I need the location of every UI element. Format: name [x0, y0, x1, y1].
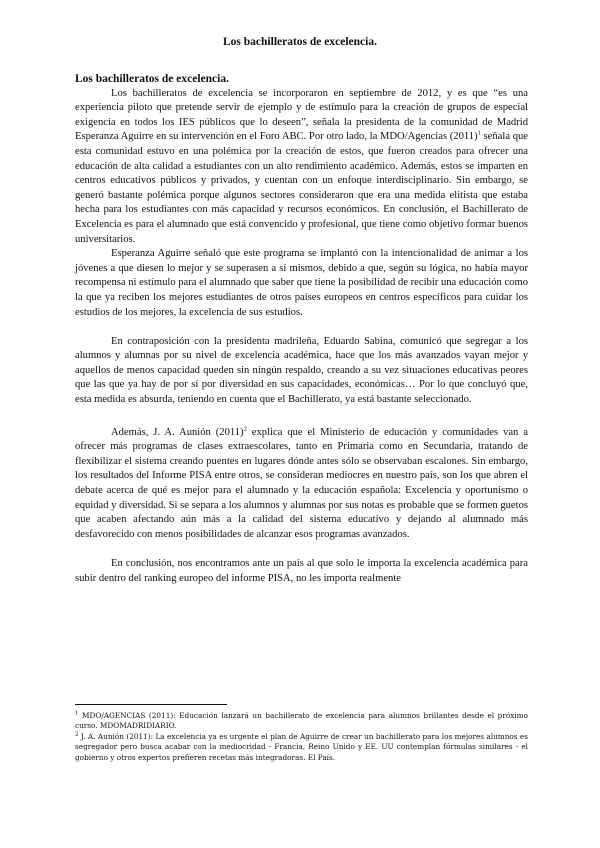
footnote-mark-1: 1	[75, 710, 79, 717]
footnote-mark-2: 2	[75, 731, 79, 738]
paragraph-spacer	[75, 542, 528, 557]
paragraph-3: En contraposición con la presidenta madrileña, Eduardo Sabina, comunicó que segregar a los alumnos y alumnas por su nivel de excelencia académica, hace que los más avanzados vayan mejor y aquellos de menos capacidad queden sin ningún respaldo, creando a su vez situaciones educativas peores que las que ya hay de por sí por diversidad en sus capacidades, económicas… Por lo que concluyó que, esta medida es absurda, teniendo en cuenta que el Bachillerato, ya está bastante seleccionado.	[75, 335, 528, 406]
footnote-ref-2[interactable]: 2	[243, 425, 247, 433]
footnote-2	[75, 732, 528, 763]
paragraph-4-text-b: explica que el Ministerio de educación y comunidades van a ofrecer más programas de clases extraescolares, tanto en Primaria como en Secundaria, tratando de flexibilizar el sistema creando puentes en lugares dónde antes sólo se observaban escalones. Sin embargo, los resultados del Informe PISA entre otros, se consideran mediocres en nuestro país, son los que abren el debate acerca de qué es mejor para el alumnado y la educación española: Excelencia y oportunismo o equidad y diversidad. Si se separa a los alumnos y alumnas por sus notas es probable que se formen guetos que acaben afectando aún más a la calidad del sistema educativo y dejando al alumnado más desfavorecido con menos posibilidades de alcanzar esos programas avanzados.	[75, 426, 528, 540]
paragraph-1	[75, 87, 528, 248]
footnote-2-text: J. A. Aunión (2011): La excelencia ya es urgente el plan de Aguirre de crear un bachillerato para los mejores alumnos es segregador pero busca acabar con la mediocridad - Francia, Reino Unido y EE. UU contemplan fórmulas similares - el gobierno y otros expertos prefieren recetas más integradoras. El País.	[75, 731, 528, 762]
footnote-1-text: MDO/AGENCIAS (2011): Educación lanzará un bachillerato de excelencia para alumnos brillantes desde el próximo curso. MDOMADRIDIARIO.	[75, 711, 528, 731]
paragraph-2: Esperanza Aguirre señaló que este programa se implantó con la intencionalidad de animar a los jóvenes a que diesen lo mejor y se superasen a sí mismos, debido a que, según su lógica, no había mayor recompensa ni estímulo para el alumnado que saber que tiene la posibilidad de recibir una educación como la que ya reciben los mejores estudiantes de otros países europeos en centros específicos para cuidar los estudios de los mejores, la excelencia de sus estudios.	[75, 248, 529, 318]
paragraph-1-text-b: señala que esta comunidad estuvo en una polémica por la creación de estos, que fueron creados para ofrecer una educación de alta calidad a estudiantes con un alto rendimiento académico. Además, estos se imparten en centros educativos públicos y privados, y cuentan con un enfoque interdisciplinario. Sin embargo, se generó bastante polémica porque algunos sectores consideraron que era una medida elitista que estaba hecha para los estudiantes con más capacidad y recursos económicos. En conclusión, el Bachillerato de Excelencia es para el alumnado que está convencido y profesional, que tiene como objetivo formar buenos universitarios.	[75, 131, 528, 245]
page-title: Los bachilleratos de excelencia.	[223, 36, 377, 48]
paragraph-4	[75, 426, 528, 543]
section-heading: Los bachilleratos de excelencia.	[75, 73, 229, 85]
footnote-1	[75, 711, 528, 732]
paragraph-5: En conclusión, nos encontramos ante un país al que solo le importa la excelencia académica para subir dentro del ranking europeo del informe PISA, no les importa realmente	[75, 558, 528, 584]
document-body	[75, 72, 528, 586]
footnote-divider	[75, 704, 227, 705]
paragraph-spacer	[75, 408, 528, 426]
footnotes	[75, 704, 528, 763]
footnote-ref-1[interactable]: 1	[477, 129, 481, 137]
paragraph-4-text-a: Además, J. A. Aunión (2011)	[111, 426, 244, 438]
paragraph-spacer	[75, 320, 528, 335]
paragraph-1-text-a: Los bachilleratos de excelencia se incorporaron en septiembre de 2012, y es que “es una experiencia piloto que pretende servir de ejemplo y de estímulo para la creación de grupos de especial exigencia en todos los IES públicos que lo deseen”, señala la presidenta de la comunidad de Madrid Esperanza Aguirre en su intervención en el Foro ABC. Por otro lado, la MDO/Agencias (2011)	[75, 87, 528, 143]
